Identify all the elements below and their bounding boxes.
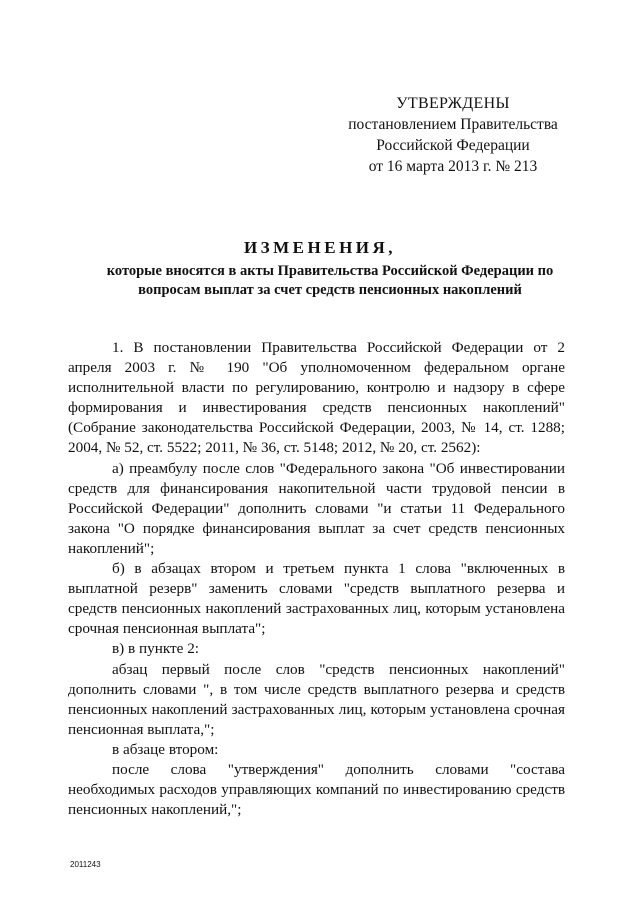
approval-block — [338, 93, 568, 177]
paragraph-v-second-heading: в абзаце втором: — [112, 740, 219, 758]
approval-line-3: от 16 марта 2013 г. № 213 — [368, 158, 538, 175]
document-subtitle: которые вносятся в акты Правительства Российской Федерации по вопросам выплат за счет средств пенсионных накоплений — [106, 263, 554, 298]
paragraph-a: а) преамбулу после слов "Федерального закона "Об инвестировании средств для финансирования накопительной части трудовой пенсии в Российской Федерации" дополнить словами "и статьи 11 Федерального закона "О порядке финансирования выплат за счет средств пенсионных накоплений"; — [68, 459, 565, 557]
paragraph-v: в) в пункте 2: — [112, 640, 200, 658]
approval-line-1: постановлением Правительства — [348, 116, 558, 133]
footer-document-code: 2011243 — [70, 860, 101, 869]
paragraph-v-second: после слова "утверждения" дополнить словами "состава необходимых расходов управляющих компаний по инвестированию средств пенсионных накоплений,"; — [68, 760, 565, 819]
approval-line-2: Российской Федерации — [376, 137, 530, 154]
approval-heading: УТВЕРЖДЕНЫ — [396, 95, 510, 112]
document-body — [68, 338, 565, 820]
paragraph-b: б) в абзацах втором и третьем пункта 1 слова "включенных в выплатной резерв" заменить словами "средств выплатного резерва и средств пенсионных накоплений застрахованных лиц, которым установлена срочная пенсионная выплата"; — [68, 560, 565, 638]
document-title: ИЗМЕНЕНИЯ, — [243, 238, 397, 257]
paragraph-1: 1. В постановлении Правительства Российской Федерации от 2 апреля 2003 г. № 190 "Об уполномоченном федеральном органе исполнительной власти по регулированию, контролю и надзору в сфере формирования и инвестирования средств пенсионных накоплений" (Собрание законодательства Российской Федерации, 2003, № 14, ст. 1288; 2004, № 52, ст. 5522; 2011, № 36, ст. 5148; 2012, № 20, ст. 2562): — [68, 339, 565, 457]
paragraph-v-first: абзац первый после слов "средств пенсионных накоплений" дополнить словами ", в том числе средств выплатного резерва и средств пенсионных накоплений застрахованных лиц, которым установлена срочная пенсионная выплата,"; — [68, 660, 565, 738]
